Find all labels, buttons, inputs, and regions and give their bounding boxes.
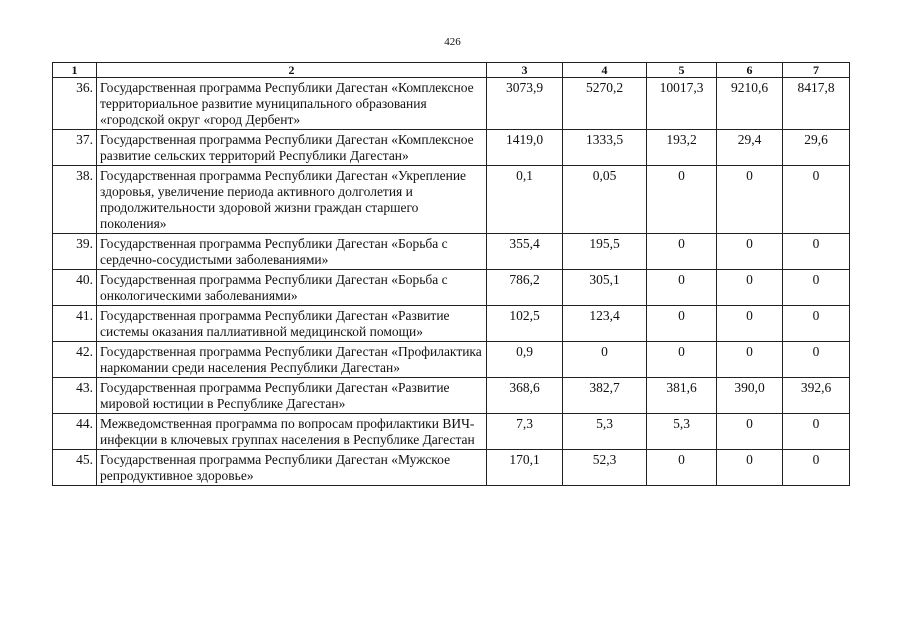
value-col-3: 786,2 <box>487 270 563 306</box>
table-row <box>53 414 850 450</box>
value-col-3: 102,5 <box>487 306 563 342</box>
table-row <box>53 130 850 166</box>
row-number: 40. <box>53 270 97 306</box>
value-col-5: 0 <box>647 450 717 486</box>
value-col-7: 392,6 <box>783 378 850 414</box>
column-header: 4 <box>563 63 647 78</box>
value-col-7: 29,6 <box>783 130 850 166</box>
program-name: Государственная программа Республики Дагестан «Мужское репродуктивное здоровье» <box>97 450 487 486</box>
column-header: 7 <box>783 63 850 78</box>
value-col-5: 10017,3 <box>647 78 717 130</box>
value-col-5: 0 <box>647 166 717 234</box>
row-number: 39. <box>53 234 97 270</box>
row-number: 37. <box>53 130 97 166</box>
value-col-6: 0 <box>717 342 783 378</box>
column-header: 6 <box>717 63 783 78</box>
value-col-3: 0,9 <box>487 342 563 378</box>
table-row <box>53 306 850 342</box>
value-col-6: 0 <box>717 234 783 270</box>
value-col-7: 0 <box>783 342 850 378</box>
value-col-6: 0 <box>717 450 783 486</box>
value-col-3: 3073,9 <box>487 78 563 130</box>
value-col-6: 9210,6 <box>717 78 783 130</box>
table-row <box>53 234 850 270</box>
program-name: Государственная программа Республики Дагестан «Борьба с сердечно-сосудистыми заболеваниями» <box>97 234 487 270</box>
table-row <box>53 78 850 130</box>
value-col-5: 0 <box>647 270 717 306</box>
value-col-7: 0 <box>783 450 850 486</box>
column-header: 2 <box>97 63 487 78</box>
value-col-3: 355,4 <box>487 234 563 270</box>
value-col-4: 305,1 <box>563 270 647 306</box>
row-number: 38. <box>53 166 97 234</box>
table-row <box>53 378 850 414</box>
table-header-row <box>53 63 850 78</box>
value-col-4: 52,3 <box>563 450 647 486</box>
page-number: 426 <box>444 36 461 48</box>
table-row <box>53 166 850 234</box>
value-col-7: 0 <box>783 414 850 450</box>
value-col-5: 0 <box>647 342 717 378</box>
value-col-3: 0,1 <box>487 166 563 234</box>
value-col-6: 0 <box>717 166 783 234</box>
value-col-3: 170,1 <box>487 450 563 486</box>
value-col-6: 390,0 <box>717 378 783 414</box>
value-col-3: 1419,0 <box>487 130 563 166</box>
value-col-4: 1333,5 <box>563 130 647 166</box>
value-col-4: 5,3 <box>563 414 647 450</box>
program-name: Государственная программа Республики Дагестан «Развитие мировой юстиции в Республике Дагестан» <box>97 378 487 414</box>
value-col-7: 0 <box>783 234 850 270</box>
value-col-5: 5,3 <box>647 414 717 450</box>
value-col-7: 0 <box>783 306 850 342</box>
row-number: 43. <box>53 378 97 414</box>
column-header: 5 <box>647 63 717 78</box>
value-col-3: 368,6 <box>487 378 563 414</box>
value-col-6: 0 <box>717 414 783 450</box>
program-name: Государственная программа Республики Дагестан «Борьба с онкологическими заболеваниями» <box>97 270 487 306</box>
value-col-5: 381,6 <box>647 378 717 414</box>
value-col-5: 0 <box>647 306 717 342</box>
value-col-4: 0 <box>563 342 647 378</box>
row-number: 42. <box>53 342 97 378</box>
value-col-4: 5270,2 <box>563 78 647 130</box>
table-row <box>53 342 850 378</box>
value-col-3: 7,3 <box>487 414 563 450</box>
value-col-4: 195,5 <box>563 234 647 270</box>
program-name: Государственная программа Республики Дагестан «Укрепление здоровья, увеличение периода активного долголетия и продолжительности здоровой жизни граждан старшего поколения» <box>97 166 487 234</box>
row-number: 41. <box>53 306 97 342</box>
value-col-7: 8417,8 <box>783 78 850 130</box>
value-col-6: 0 <box>717 306 783 342</box>
row-number: 36. <box>53 78 97 130</box>
value-col-5: 193,2 <box>647 130 717 166</box>
budget-table <box>52 62 850 486</box>
program-name: Государственная программа Республики Дагестан «Комплексное территориальное развитие муниципального образования «городской округ «город Дербент» <box>97 78 487 130</box>
value-col-4: 0,05 <box>563 166 647 234</box>
table-row <box>53 270 850 306</box>
program-name: Межведомственная программа по вопросам профилактики ВИЧ-инфекции в ключевых группах населения в Республике Дагестан <box>97 414 487 450</box>
value-col-6: 0 <box>717 270 783 306</box>
value-col-4: 382,7 <box>563 378 647 414</box>
row-number: 44. <box>53 414 97 450</box>
program-name: Государственная программа Республики Дагестан «Комплексное развитие сельских территорий Республики Дагестан» <box>97 130 487 166</box>
table-row <box>53 450 850 486</box>
row-number: 45. <box>53 450 97 486</box>
value-col-7: 0 <box>783 270 850 306</box>
column-header: 3 <box>487 63 563 78</box>
program-name: Государственная программа Республики Дагестан «Профилактика наркомании среди населения Республики Дагестан» <box>97 342 487 378</box>
value-col-6: 29,4 <box>717 130 783 166</box>
value-col-7: 0 <box>783 166 850 234</box>
value-col-4: 123,4 <box>563 306 647 342</box>
column-header: 1 <box>53 63 97 78</box>
value-col-5: 0 <box>647 234 717 270</box>
program-name: Государственная программа Республики Дагестан «Развитие системы оказания паллиативной медицинской помощи» <box>97 306 487 342</box>
